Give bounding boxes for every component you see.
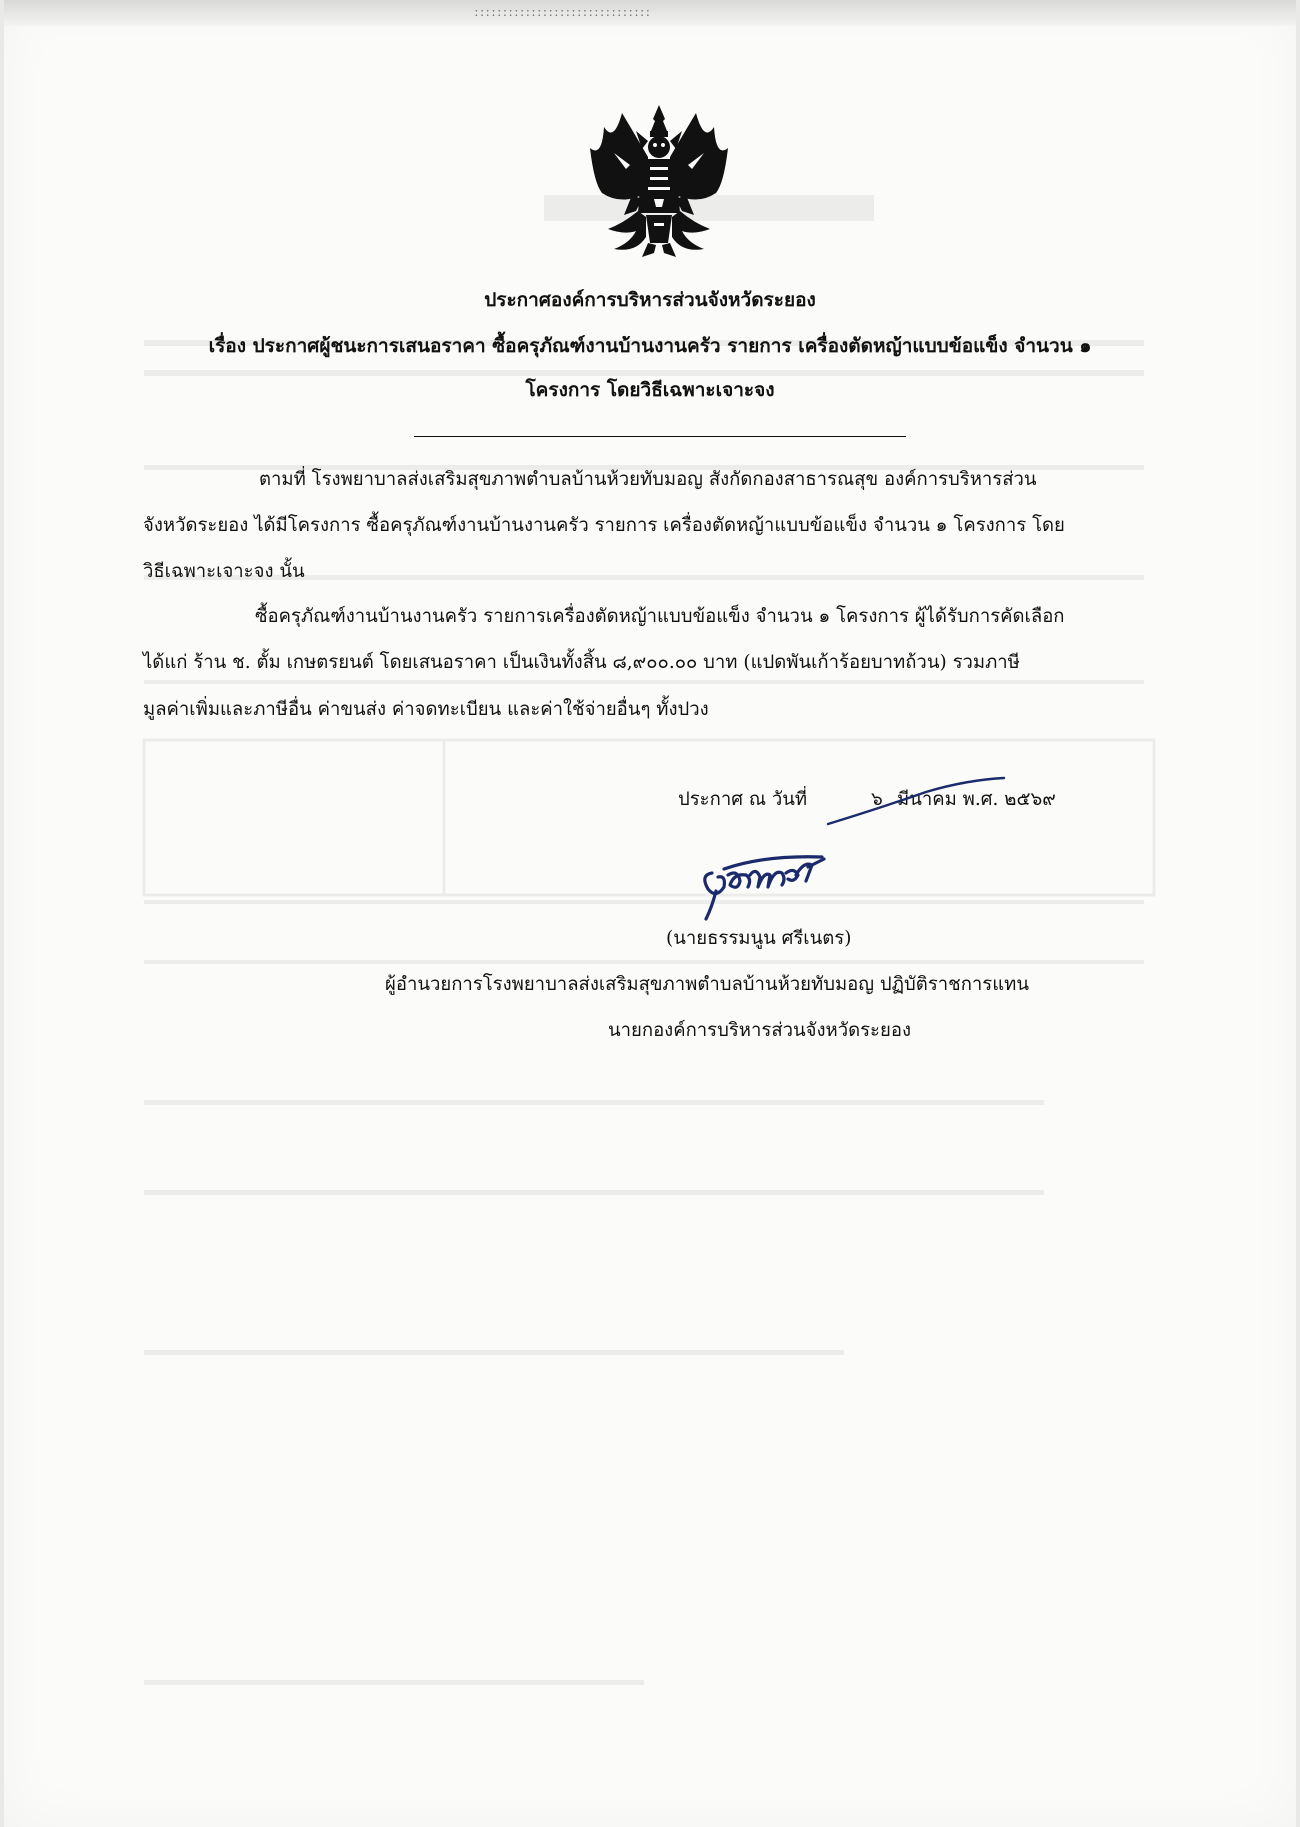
document-title: ประกาศองค์การบริหารส่วนจังหวัดระยอง: [484, 289, 816, 311]
garuda-emblem-icon: [584, 103, 734, 263]
subject-line: เรื่อง ประกาศผู้ชนะการเสนอราคา ซื้อครุภัณฑ์งานบ้านงานครัว รายการ เครื่องตัดหญ้าแบบข้อแข็ง จำนวน ๑: [208, 335, 1092, 357]
bleed-through: [4, 0, 1296, 1827]
signer-name: (นายธรรมนูน ศรีเนตร): [666, 928, 852, 949]
subject-line-continued: โครงการ โดยวิธีเฉพาะเจาะจง: [525, 379, 775, 401]
paragraph-2-line-3: มูลค่าเพิ่มและภาษีอื่น ค่าขนส่ง ค่าจดทะเบียน และค่าใช้จ่ายอื่นๆ ทั้งปวง: [143, 699, 709, 720]
document-page: [4, 0, 1296, 1827]
paragraph-2-line-2: ได้แก่ ร้าน ช. ตั้ม เกษตรยนต์ โดยเสนอราคา เป็นเงินทั้งสิ้น ๘,๙๐๐.๐๐ บาท (แปดพันเก้าร้อยบาทถ้วน) รวมภาษี: [143, 652, 1020, 673]
pen-stroke: [826, 776, 1006, 826]
announce-day: ๖: [871, 789, 883, 810]
paragraph-2-line-1: ซื้อครุภัณฑ์งานบ้านงานครัว รายการเครื่องตัดหญ้าแบบข้อแข็ง จำนวน ๑ โครงการ ผู้ได้รับการคัดเลือก: [255, 606, 1065, 627]
paragraph-1-line-3: วิธีเฉพาะเจาะจง นั้น: [143, 561, 305, 582]
previous-page-edge: ːːːːːːːːːːːːːːːːːːːːːːːːːːːːːːː: [4, 0, 1296, 26]
signer-position: ผู้อำนวยการโรงพยาบาลส่งเสริมสุขภาพตำบลบ้านห้วยทับมอญ ปฏิบัติราชการแทน: [385, 974, 1029, 995]
announce-month-year: มีนาคม พ.ศ. ๒๕๖๙: [897, 789, 1056, 810]
signer-on-behalf: นายกองค์การบริหารส่วนจังหวัดระยอง: [608, 1020, 911, 1041]
announce-date-label: ประกาศ ณ วันที่: [678, 789, 808, 810]
title-divider: [414, 436, 906, 437]
paragraph-1-line-1: ตามที่ โรงพยาบาลส่งเสริมสุขภาพตำบลบ้านห้วยทับมอญ สังกัดกองสาธารณสุข องค์การบริหารส่วน: [259, 469, 1037, 490]
paragraph-1-line-2: จังหวัดระยอง ได้มีโครงการ ซื้อครุภัณฑ์งานบ้านงานครัว รายการ เครื่องตัดหญ้าแบบข้อแข็ง จำนวน ๑ โครงการ โดย: [143, 515, 1065, 536]
handwritten-signature: [694, 845, 854, 925]
